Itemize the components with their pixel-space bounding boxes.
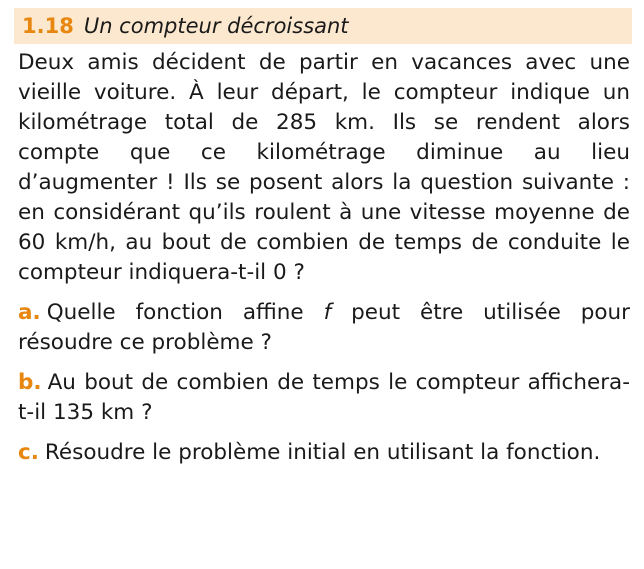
question-text-after: peut être utilisée pour résoudre ce problème ?	[18, 300, 630, 355]
function-symbol: f	[323, 300, 332, 325]
question-b	[18, 368, 632, 428]
exercise-title: Un compteur décroissant	[83, 14, 349, 38]
exercise-block	[14, 8, 632, 468]
question-text: Résoudre le problème initial en utilisant la fonction.	[44, 440, 601, 465]
question-c	[18, 438, 632, 468]
question-letter: b.	[18, 370, 42, 395]
question-text-before: Quelle fonction affine	[46, 300, 304, 325]
question-letter: a.	[18, 300, 41, 325]
exercise-header	[14, 8, 632, 44]
question-a	[18, 298, 632, 358]
exercise-number: 1.18	[22, 14, 74, 38]
question-text: Au bout de combien de temps le compteur affichera-t-il 135 km ?	[18, 370, 630, 425]
exercise-statement: Deux amis décident de partir en vacances avec une vieille voiture. À leur départ, le compteur indique un kilométrage total de 285 km. Ils se rendent alors compte que ce kilométrage diminue au lieu d’augmenter ! Ils se posent alors la question suivante : en considérant qu’ils roulent à une vitesse moyenne de 60 km/h, au bout de combien de temps de conduite le compteur indiquera-t-il 0 ?	[18, 50, 630, 285]
question-letter: c.	[18, 440, 39, 465]
